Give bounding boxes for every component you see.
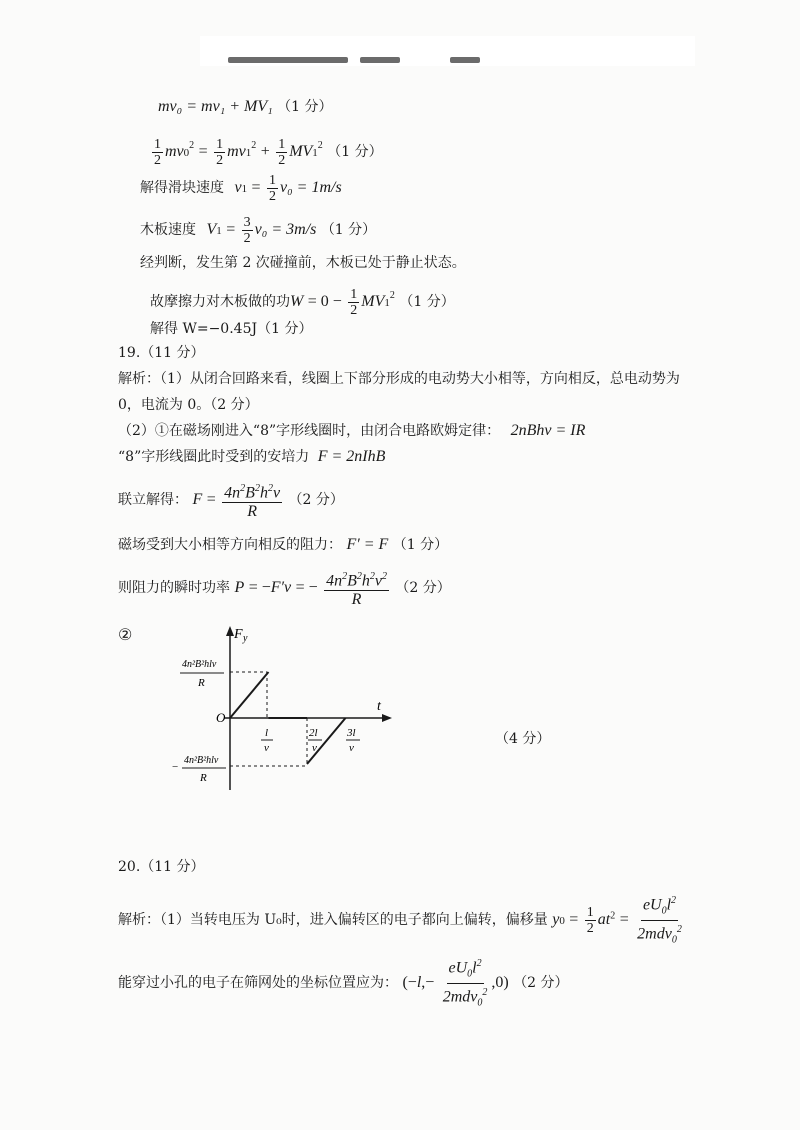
- q19-part1-line2: 0，电流为 0。（2 分）: [118, 397, 259, 413]
- q20-part2-text: 能穿过小孔的电子在筛网处的坐标位置应为：: [118, 975, 398, 992]
- graph-score: （4 分）: [495, 731, 551, 747]
- tick-3-numerator: 3l: [347, 727, 356, 739]
- board-velocity-line: 木板速度 V1 = $\frac{3}{2}$ v₀ = 3m/s （1 分）: [140, 214, 377, 246]
- y-axis-arrow: [226, 626, 234, 636]
- work-result-line: 解得 W=−0.45J（1 分）: [150, 321, 313, 337]
- header-smudge: [360, 57, 400, 63]
- slider-velocity-line: 解得滑块速度 v1 = $\frac{1}{2}$ v₀ = 1m/s: [140, 172, 342, 204]
- reaction-text: 磁场受到大小相等方向相反的阻力：: [118, 537, 342, 553]
- ampere-force-equation: F = 2nIhB: [317, 448, 386, 465]
- judgement-line: 经判断，发生第 2 次碰撞前，木板已处于静止状态。: [140, 255, 466, 271]
- circle-two-marker: ②: [118, 625, 133, 644]
- momentum-equation: mv₀ = mv₁ + MV₁: [158, 98, 273, 115]
- neg-value-numerator: 4n²B²hlv: [184, 755, 219, 766]
- force-fraction: $\frac{4n^2B^2h^2v}{R}$: [222, 480, 282, 519]
- fraction-half: $\frac{1}{2}$: [216, 136, 224, 168]
- board-velocity-label: 木板速度: [140, 222, 196, 238]
- q20-part1-text: 解析：（1）当转电压为 U₀时，进入偏转区的电子都向上偏转，偏移量: [118, 912, 548, 929]
- q20-part2-line: 能穿过小孔的电子在筛网处的坐标位置应为： (−l,− $\frac{eU_0l^2}{2mdv_0^2}$ ,0) （2 分）: [118, 955, 569, 1011]
- q19-power-line: 则阻力的瞬时功率 P = −F′v = − $\frac{4n^2B^2h^2v^2}{R}$ （2 分）: [118, 566, 451, 610]
- fraction-half: $\frac{1}{2}$: [269, 172, 276, 204]
- question-19-header: 19.（11 分）: [118, 345, 205, 361]
- board-velocity-result: v₀ = 3m/s: [254, 221, 317, 238]
- ampere-force-text: “8”字形线圈此时受到的安培力: [118, 449, 310, 465]
- tick-2-denominator: v: [312, 742, 317, 754]
- pos-value-denominator: R: [198, 677, 205, 689]
- tick-3-denominator: v: [349, 742, 354, 754]
- q19-part2-text: （2）①在磁场刚进入“8”字形线圈时，由闭合电路欧姆定律：: [118, 423, 501, 439]
- x-axis-label: t: [377, 699, 381, 714]
- tick-2-numerator: 2l: [309, 727, 318, 739]
- score-note: （1 分）: [277, 99, 333, 115]
- fraction-half: $\frac{1}{2}$: [154, 136, 161, 168]
- coordinate-fraction: $\frac{eU_0l^2}{2mdv_0^2}$: [441, 955, 490, 1011]
- q20-part1-line: 解析：（1）当转电压为 U₀时，进入偏转区的电子都向上偏转，偏移量 y0 = $\frac{1}{2}$ $at^2$ = $\frac{eU_0l^2}{2mdv_0^2}$: [118, 892, 686, 948]
- neg-value-denominator: R: [200, 772, 207, 784]
- q19-combined-line: 联立解得： F = $\frac{4n^2B^2h^2v}{R}$ （2 分）: [118, 478, 344, 522]
- ohm-law-equation: 2nBhv = IR: [510, 422, 586, 439]
- energy-eq-line: $\frac{1}{2}$ $mv0^2$ = $\frac{1}{2}$ $mv1^2$ + $\frac{1}{2}$ $MV1^2$ （1 分）: [154, 136, 383, 168]
- tick-1-denominator: v: [264, 742, 269, 754]
- combined-label: 联立解得：: [118, 492, 188, 508]
- score-note: （2 分）: [513, 975, 569, 992]
- question-20-header: 20.（11 分）: [118, 859, 205, 875]
- slider-velocity-label: 解得滑块速度: [140, 180, 224, 196]
- neg-sign: −: [172, 761, 179, 773]
- q19-reaction-line: [118, 534, 448, 556]
- fraction-half: $\frac{1}{2}$: [586, 904, 594, 936]
- friction-work-label: 故摩擦力对木板做的功: [150, 294, 290, 310]
- q19-part2-line1: [118, 420, 585, 442]
- score-note: （1 分）: [399, 294, 455, 310]
- force-time-graph: [170, 620, 410, 800]
- score-note: （1 分）: [320, 222, 377, 238]
- momentum-eq-line: [158, 96, 333, 118]
- header-smudge: [228, 57, 348, 63]
- reaction-equation: F′ = F: [346, 536, 389, 553]
- y-axis-subscript: y: [243, 633, 248, 644]
- fraction-half: $\frac{1}{2}$: [278, 136, 286, 168]
- x-axis-arrow: [382, 714, 392, 722]
- tick-1-numerator: l: [265, 727, 269, 739]
- origin-label: O: [216, 710, 226, 725]
- score-note: （2 分）: [395, 580, 451, 596]
- header-smudge: [450, 57, 480, 63]
- score-note: （2 分）: [288, 492, 344, 508]
- score-note: （1 分）: [392, 537, 449, 553]
- q19-part1-line1: 解析：（1）从闭合回路来看，线圈上下部分形成的电动势大小相等，方向相反，总电动势为: [118, 371, 680, 387]
- slider-velocity-result: v₀ = 1m/s: [280, 179, 342, 196]
- y-axis-label: F: [234, 627, 243, 642]
- pos-value-numerator: 4n²B²hlv: [182, 659, 217, 670]
- power-text: 则阻力的瞬时功率: [118, 580, 230, 596]
- q19-part2-line2: [118, 446, 385, 468]
- fraction-three-halves: $\frac{3}{2}$: [243, 214, 251, 246]
- score-note: （1 分）: [327, 144, 383, 160]
- fraction-half: $\frac{1}{2}$: [350, 286, 358, 318]
- deflection-fraction: $\frac{eU_0l^2}{2mdv_0^2}$: [635, 892, 684, 948]
- graph-segment-3: [307, 718, 346, 764]
- friction-work-line: 故摩擦力对木板做的功W = 0 − $\frac{1}{2}$ $MV1^2$ （1 分）: [150, 286, 455, 318]
- power-fraction: $\frac{4n^2B^2h^2v^2}{R}$: [324, 568, 389, 607]
- graph-segment-1: [230, 672, 269, 718]
